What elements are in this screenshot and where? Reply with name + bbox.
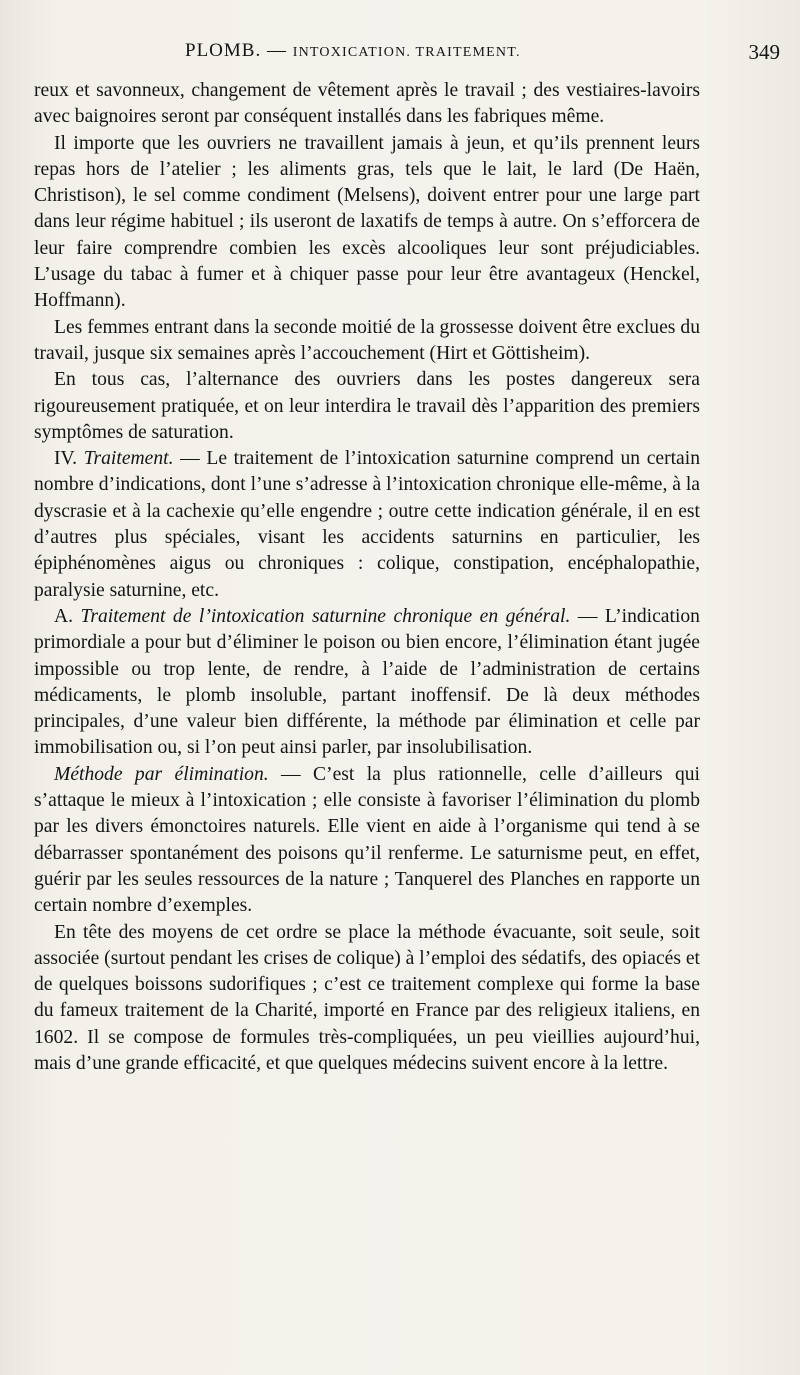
running-head-main: PLOMB. — [185, 40, 262, 61]
section-heading: Méthode par élimination. — [54, 763, 269, 785]
paragraph: En tête des moyens de cet ordre se place la méthode évacuante, soit seule, soit associée (surtout pendant les crises de colique) à l’emploi des sédatifs, des opiacés et de quelques boissons sudorifiques ; c’est ce traitement complexe qui forme la base du fameux traitement de la Charité, importé en France par des religieux italiens, en 1602. Il se compose de formules très-compliquées, un peu vieillies aujourd’hui, mais d’une grande efficacité, et que quelques médecins suivent encore à la lettre. — [34, 921, 700, 1074]
section-number: IV. — [54, 448, 84, 470]
running-head-subtitle: INTOXICATION. TRAITEMENT. — [292, 45, 521, 60]
section-paragraph — [34, 762, 700, 920]
paragraph: Il importe que les ouvriers ne travaillent jamais à jeun, et qu’ils prennent leurs repas hors de l’atelier ; les aliments gras, tels que le lait, le lard (De Haën, Christison), le sel comme condiment (Melsens), doivent entrer pour une large part dans leur régime habituel ; ils useront de laxatifs de temps à autre. On s’efforcera de leur faire comprendre combien les excès alcooliques leur sont préjudiciables. L’usage du tabac à fumer et à chiquer passe pour leur être avantageux (Henckel, Hoffmann). — [34, 132, 700, 312]
paragraph: En tous cas, l’alternance des ouvriers dans les postes dangereux sera rigoureusement pratiquée, et on leur interdira le travail dès l’apparition des premiers symptômes de saturation. — [34, 369, 700, 443]
page-number: 349 — [748, 40, 780, 64]
paragraph-text: — Le traitement de l’intoxication saturnine comprend un certain nombre d’indications, dont l’une s’adresse à l’intoxication chronique elle-même, à la dyscrasie et à la cachexie qu’elle engendre ; outre cette indication générale, il en est d’autres plus spéciales, visant les accidents saturnins en particulier, les épiphénomènes aigus ou chroniques : colique, constipation, encéphalopathie, paralysie saturnine, etc. — [34, 448, 700, 601]
section-number: A. — [54, 605, 81, 627]
running-head — [185, 40, 521, 62]
paragraph-text: — L’indication primordiale a pour but d’éliminer le poison ou bien encore, l’élimination étant jugée impossible ou trop lente, de rendre, à l’aide de l’administration de certains médicaments, le plomb insoluble, partant inoffensif. De là deux méthodes principales, d’une valeur bien différente, la méthode par élimination et celle par immobilisation ou, si l’on peut ainsi parler, par insolubilisation. — [34, 605, 700, 759]
paragraph: Les femmes entrant dans la seconde moitié de la grossesse doivent être exclues du travail, jusque six semaines après l’accouchement (Hirt et Göttisheim). — [34, 316, 700, 364]
section-paragraph — [34, 604, 700, 762]
body-text — [34, 78, 700, 1077]
page-header — [0, 40, 800, 70]
section-heading: Traitement. — [83, 448, 174, 470]
paragraph: reux et savonneux, changement de vêtement après le travail ; des vestiaires-lavoirs avec baignoires seront par conséquent installés dans les fabriques même. — [34, 80, 700, 128]
section-paragraph — [34, 446, 700, 604]
running-head-dash: — — [266, 40, 287, 61]
section-heading: Traitement de l’intoxication saturnine chronique en général. — [80, 605, 571, 627]
paragraph-text: — C’est la plus rationnelle, celle d’ailleurs qui s’attaque le mieux à l’intoxication ; elle consiste à favoriser l’élimination du plomb par les divers émonctoires naturels. Elle vient en aide à l’organisme qui tend à se débarrasser spontanément des poisons qu’il renferme. Le saturnisme peut, en effet, guérir par les seules ressources de la nature ; Tanquerel des Planches en rapporte un certain nombre d’exemples. — [34, 763, 700, 917]
